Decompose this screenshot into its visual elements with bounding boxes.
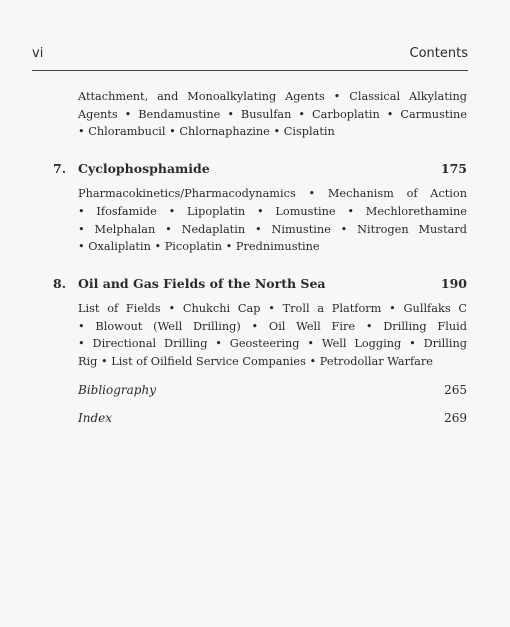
index-page-number: 269 xyxy=(444,410,467,425)
entry-line: Agents • Bendamustine • Busulfan • Carboplatin • Carmustine xyxy=(78,107,467,121)
running-header-title: Contents xyxy=(409,46,468,61)
bibliography-entry[interactable] xyxy=(53,383,467,407)
entry-line: • Melphalan • Nedaplatin • Nimustine • Nitrogen Mustard xyxy=(78,222,467,236)
chapter-title: Cyclophosphamide xyxy=(78,161,210,177)
header-rule xyxy=(32,70,468,71)
entry-line: • Oxaliplatin • Picoplatin • Prednimustine xyxy=(78,240,320,254)
chapter-number: 8. xyxy=(53,275,67,291)
chapter-entry-8[interactable] xyxy=(53,276,467,371)
chapter-title: Oil and Gas Fields of the North Sea xyxy=(78,275,326,291)
entry-line: Attachment, and Monoalkylating Agents • Classical Alkylating xyxy=(78,90,467,103)
entry-line: List of Fields • Chukchi Cap • Troll a Platform • Gullfaks C xyxy=(78,301,467,315)
chapter-page-number: 190 xyxy=(440,275,467,291)
chapter-heading xyxy=(53,276,467,300)
index-entry[interactable] xyxy=(53,411,467,435)
entry-line: • Blowout (Well Drilling) • Oil Well Fire • Drilling Fluid xyxy=(78,319,467,333)
entry-line: • Chlorambucil • Chlornaphazine • Cisplatin xyxy=(78,125,335,139)
running-header xyxy=(32,46,468,66)
bibliography-label: Bibliography xyxy=(78,382,156,397)
chapter-heading xyxy=(53,161,467,185)
entry-line: • Ifosfamide • Lipoplatin • Lomustine • Mechlorethamine xyxy=(78,204,467,218)
chapter-page-number: 175 xyxy=(440,161,467,177)
bibliography-page-number: 265 xyxy=(444,382,467,397)
entry-line: Pharmacokinetics/Pharmacodynamics • Mechanism of Action xyxy=(78,187,467,201)
entry-line: • Directional Drilling • Geosteering • Well Logging • Drilling xyxy=(78,337,467,351)
chapter-number: 7. xyxy=(53,161,67,177)
index-label: Index xyxy=(78,410,113,425)
page-number: vi xyxy=(32,46,44,61)
continued-entry xyxy=(53,88,467,141)
entry-line: Rig • List of Oilfield Service Companies • Petrodollar Warfare xyxy=(78,355,433,369)
contents-list xyxy=(53,88,467,435)
chapter-entry-7[interactable] xyxy=(53,161,467,256)
